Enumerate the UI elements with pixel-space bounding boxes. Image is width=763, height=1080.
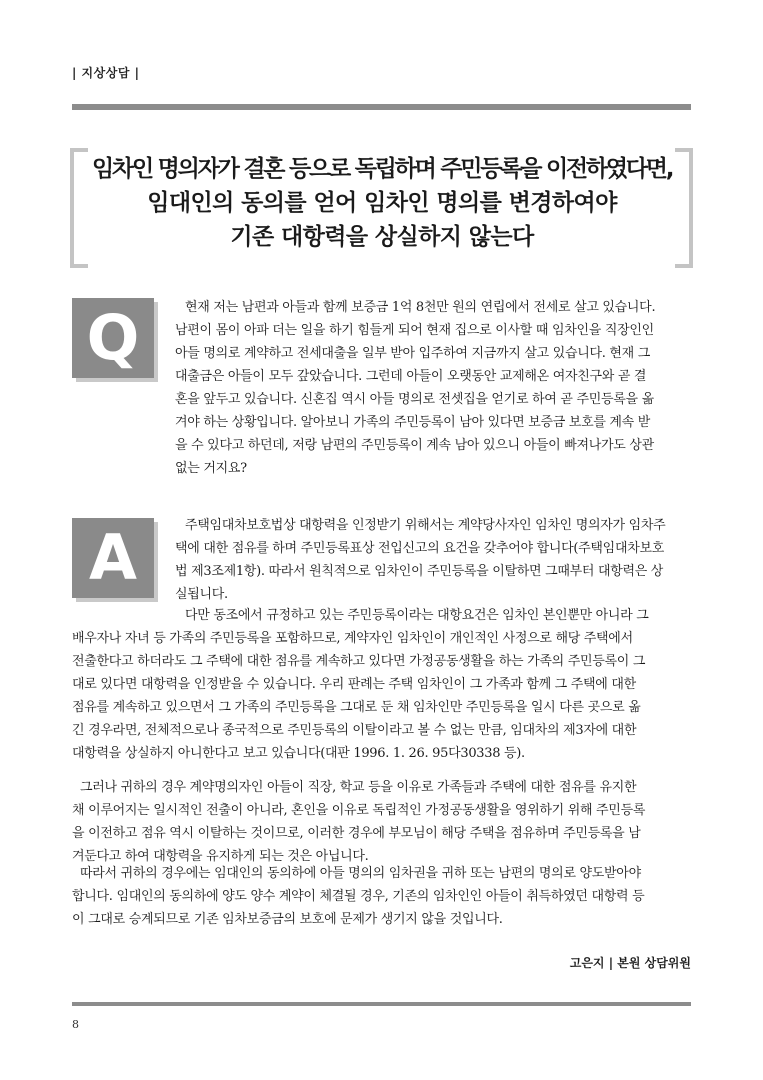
text-line: 그러나 귀하의 경우 계약명의자인 아들이 직장, 학교 등을 이유로 가족들과 주택에 대한 점유를 유지한 [80,780,637,795]
text-line: 현재 저는 남편과 아들과 함께 보증금 1억 8천만 원의 연립에서 전세로 살고 있습니다. [185,300,656,315]
text-line: 대출금은 아들이 모두 갚았습니다. 그런데 아들이 오랫동안 교제해온 여자친구와 곧 결 [175,369,647,384]
page-number: 8 [72,1018,79,1031]
text-line: 이 그대로 승계되므로 기존 임차보증금의 보호에 문제가 생기지 않을 것입니다. [72,912,503,927]
title-line-2: 임대인의 동의를 얻어 임차인 명의를 변경하여야 [147,190,617,216]
title-line-1: 임차인 명의자가 결혼 등으로 독립하며 주민등록을 이전하였다면, [92,156,673,182]
text-line: 주택임대차보호법상 대항력을 인정받기 위해서는 계약당사자인 임차인 명의자가 임차주 [185,518,666,533]
text-line: 대로 있다면 대항력을 인정받을 수 있습니다. 우리 판례는 주택 임차인이 그 가족과 함께 그 주택에 대한 [72,677,636,692]
text-line: 남편이 몸이 아파 더는 일을 하기 힘들게 되어 현재 집으로 이사할 때 임차인을 직장인인 [175,323,654,338]
author-credit: 고은지 | 본원 상담위원 [569,956,691,970]
question-badge: Q [72,298,154,378]
text-line: 혼을 앞두고 있습니다. 신혼집 역시 아들 명의로 전셋집을 얻기로 하여 곧 주민등록을 옮 [175,392,654,407]
left-bracket [70,148,88,268]
text-line: 점유를 계속하고 있으면서 그 가족의 주민등록을 그대로 둔 채 임차인만 주민등록을 일시 다른 곳으로 옮 [72,700,641,715]
top-divider [72,104,691,110]
text-line: 실됩니다. [175,587,228,602]
answer-paragraph-1 [175,514,693,606]
text-line: 없는 거지요? [175,461,247,476]
text-line: 을 이전하고 점유 역시 이탈하는 것이므로, 이러한 경우에 부모님이 해당 주택을 점유하며 주민등록을 남 [72,826,641,841]
text-line: 법 제3조제1항). 따라서 원칙적으로 임차인이 주민등록을 이탈하면 그때부터 대항력은 상 [175,564,664,579]
answer-paragraph-3 [72,776,693,868]
title-line-3: 기존 대항력을 상실하지 않는다 [230,224,534,250]
answer-paragraph-4 [72,862,693,931]
text-line: 을 수 있다고 하던데, 저랑 남편의 주민등록이 계속 남아 있으니 아들이 빠져나가도 상관 [175,438,654,453]
answer-badge: A [72,518,154,598]
text-line: 전출한다고 하더라도 그 주택에 대한 점유를 계속하고 있다면 가정공동생활을 하는 가족의 주민등록이 그 [72,654,646,669]
question-text [175,296,693,480]
bottom-divider [72,1002,691,1006]
right-bracket [675,148,693,268]
text-line: 아들 명의로 계약하고 전세대출을 일부 받아 입주하여 지금까지 살고 있습니다. 현재 그 [175,346,651,361]
text-line: 따라서 귀하의 경우에는 임대인의 동의하에 아들 명의의 임차권을 귀하 또는 남편의 명의로 양도받아야 [80,866,641,881]
text-line: 대항력을 상실하지 아니한다고 보고 있습니다(대판 1996. 1. 26. 95다30338 등). [72,746,525,761]
text-line: 다만 동조에서 규정하고 있는 주민등록이라는 대항요건은 임차인 본인뿐만 아니라 그 [185,608,649,623]
answer-paragraph-2 [72,604,693,765]
text-line: 배우자나 자녀 등 가족의 주민등록을 포함하므로, 계약자인 임차인이 개인적인 사정으로 해당 주택에서 [72,631,633,646]
text-line: 택에 대한 점유를 하며 주민등록표상 전입신고의 요건을 갖추어야 합니다(주택임대차보호 [175,541,664,556]
text-line: 겨야 하는 상황입니다. 알아보니 가족의 주민등록이 남아 있다면 보증금 보호를 계속 받 [175,415,651,430]
text-line: 겨둔다고 하여 대항력을 유지하게 되는 것은 아닙니다. [72,849,369,864]
text-line: 채 이루어지는 일시적인 전출이 아니라, 혼인을 이유로 독립적인 가정공동생활을 영위하기 위해 주민등록 [72,803,646,818]
section-tag: | 지상상담 | [72,66,140,80]
text-line: 합니다. 임대인의 동의하에 양도 양수 계약이 체결될 경우, 기존의 임차인인 아들이 취득하였던 대항력 등 [72,889,645,904]
text-line: 긴 경우라면, 전체적으로나 종국적으로 주민등록의 이탈이라고 볼 수 없는 만큼, 임대차의 제3자에 대한 [72,723,637,738]
article-title [92,152,672,254]
